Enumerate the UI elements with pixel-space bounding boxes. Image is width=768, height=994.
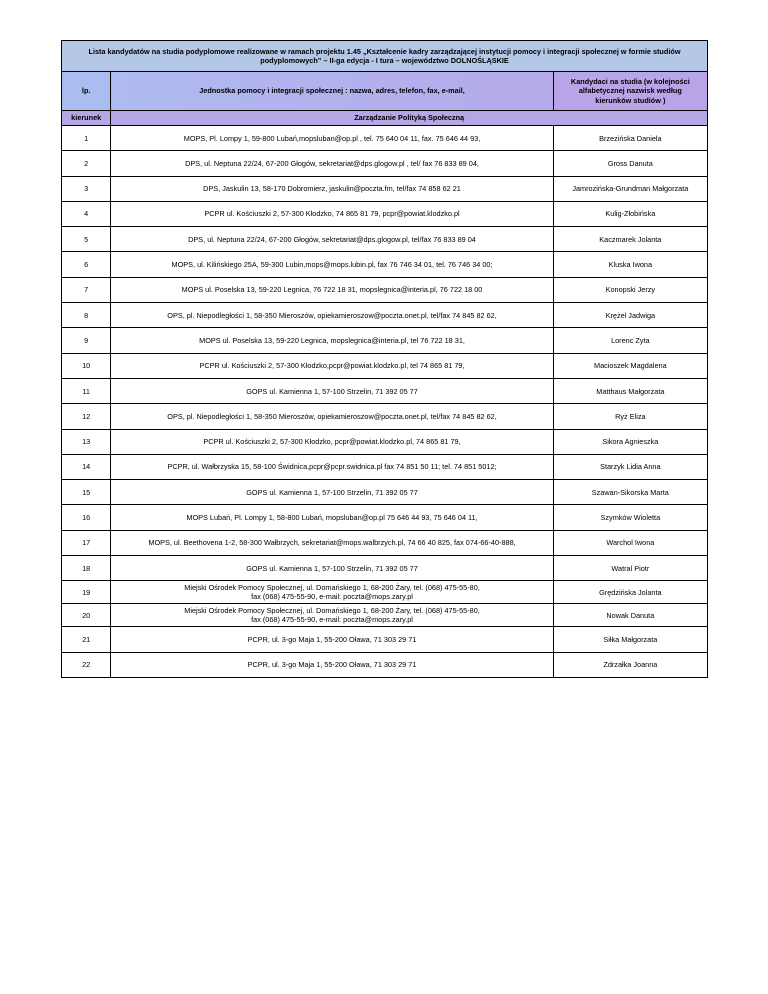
candidate-name: Macioszek Magdalena (553, 353, 707, 378)
institution-details: PCPR, ul. Wałbrzyska 15, 58-100 Świdnica,pcpr@pcpr.swidnica.pl fax 74 851 50 11; tel. 74 851 5012; (111, 454, 553, 479)
candidates-table (61, 40, 708, 678)
institution-details-line1: Miejski Ośrodek Pomocy Społecznej, ul. Domańskiego 1, 68-200 Żary, tel. (068) 475-55-80, (184, 606, 480, 616)
table-row (62, 505, 708, 530)
institution-details: OPS, pl. Niepodległości 1, 58-350 Mieroszów, opiekamieroszow@poczta.onet.pl, tel/fax 74 845 82 62, (111, 404, 553, 429)
candidate-name: Sikora Agnieszka (553, 429, 707, 454)
table-row (62, 581, 708, 604)
row-number: 16 (62, 505, 111, 530)
candidate-name: Szawan-Sikorska Marta (553, 480, 707, 505)
candidate-name: Krężel Jadwiga (553, 303, 707, 328)
candidate-name: Jamrozińska-Grundman Małgorzata (553, 176, 707, 201)
table-row (62, 604, 708, 627)
institution-details: GOPS ul. Kamienna 1, 57-100 Strzelin, 71 392 05 77 (111, 378, 553, 403)
candidate-name: Kaczmarek Jolanta (553, 227, 707, 252)
row-number: 9 (62, 328, 111, 353)
candidate-name: Starzyk Lidia Anna (553, 454, 707, 479)
institution-details: DPS, Jaskulin 13, 58-170 Dobromierz, jaskulin@poczta.fm, tel/fax 74 858 62 21 (111, 176, 553, 201)
institution-details-line2: fax (068) 475-55-90, e-mail: poczta@mops.zary.pl (251, 615, 413, 625)
candidates-sheet (61, 40, 708, 678)
candidate-name: Grędzińska Jolanta (553, 581, 707, 604)
row-number: 4 (62, 201, 111, 226)
table-row (62, 480, 708, 505)
title-row (62, 41, 708, 72)
candidate-name: Kluska Iwona (553, 252, 707, 277)
row-number: 14 (62, 454, 111, 479)
candidate-name: Watral Piotr (553, 556, 707, 581)
table-row (62, 126, 708, 151)
table-row (62, 353, 708, 378)
header-candidates: Kandydaci na studia (w kolejności alfabetycznej nazwisk według kierunków studiów ) (553, 72, 707, 111)
institution-details: DPS, ul. Neptuna 22/24, 67-200 Głogów, sekretariat@dps.glogow.pl, tel/fax 76 833 89 04 (111, 227, 553, 252)
kierunek-name: Zarządzanie Polityką Społeczną (111, 111, 708, 126)
institution-details-line2: fax (068) 475-55-90, e-mail: poczta@mops.zary.pl (251, 592, 413, 602)
row-number: 7 (62, 277, 111, 302)
candidate-name: Ryż Eliza (553, 404, 707, 429)
table-row (62, 530, 708, 555)
table-row (62, 404, 708, 429)
row-number: 12 (62, 404, 111, 429)
row-number: 10 (62, 353, 111, 378)
institution-details: MOPS Lubań, Pl. Lompy 1, 58-800 Lubań, mopsluban@op.pl 75 646 44 93, 75 646 04 11, (111, 505, 553, 530)
institution-details: PCPR ul. Kościuszki 2, 57-300 Kłodzko,pcpr@powiat.klodzko.pl, tel 74 865 81 79, (111, 353, 553, 378)
row-number: 15 (62, 480, 111, 505)
row-number: 2 (62, 151, 111, 176)
candidate-name: Matthaus Małgorzata (553, 378, 707, 403)
table-row (62, 303, 708, 328)
row-number: 18 (62, 556, 111, 581)
row-number: 6 (62, 252, 111, 277)
candidate-name: Siłka Małgorzata (553, 627, 707, 652)
table-row (62, 378, 708, 403)
row-number: 1 (62, 126, 111, 151)
row-number: 21 (62, 627, 111, 652)
row-number: 22 (62, 652, 111, 677)
document-title: Lista kandydatów na studia podyplomowe realizowane w ramach projektu 1.45 „Kształcenie kadry zarządzającej instytucji pomocy i integracji społecznej w formie studiów podyplomowych” – II-ga edycja - I tura – województwo DOLNOŚLĄSKIE (62, 41, 708, 72)
table-row (62, 328, 708, 353)
table-row (62, 277, 708, 302)
row-number: 13 (62, 429, 111, 454)
institution-details: MOPS ul. Poselska 13, 59-220 Legnica, mopslegnica@interia.pl, tel 76 722 18 31, (111, 328, 553, 353)
header-unit: Jednostka pomocy i integracji społecznej : nazwa, adres, telefon, fax, e-mail, (111, 72, 553, 111)
candidate-name: Szymków Wioletta (553, 505, 707, 530)
table-row (62, 227, 708, 252)
candidate-name: Konopski Jerzy (553, 277, 707, 302)
institution-details: PCPR, ul. 3-go Maja 1, 55-200 Oława, 71 303 29 71 (111, 652, 553, 677)
candidate-name: Gross Danuta (553, 151, 707, 176)
header-row (62, 72, 708, 111)
candidate-name: Brzezińska Daniela (553, 126, 707, 151)
candidate-name: Nowak Danuta (553, 604, 707, 627)
institution-details: GOPS ul. Kamienna 1, 57-100 Strzelin, 71 392 05 77 (111, 480, 553, 505)
table-row (62, 252, 708, 277)
row-number: 20 (62, 604, 111, 627)
table-row (62, 176, 708, 201)
kierunek-row (62, 111, 708, 126)
row-number: 17 (62, 530, 111, 555)
candidate-name: Lorenc Zyta (553, 328, 707, 353)
institution-details: OPS, pl. Niepodległości 1, 58-350 Mieroszów, opiekamieroszow@poczta.onet.pl, tel/fax 74 845 82 62, (111, 303, 553, 328)
institution-details: MOPS, ul. Kilińskiego 25A, 59-300 Lubin,mops@mops.lubin.pl, fax 76 746 34 01, tel. 76 746 34 00; (111, 252, 553, 277)
candidate-name: Warchol Iwona (553, 530, 707, 555)
candidate-name: Kulig-Złobińska (553, 201, 707, 226)
candidate-name: Zdrzałka Joanna (553, 652, 707, 677)
table-row (62, 429, 708, 454)
institution-details: PCPR ul. Kościuszki 2, 57-300 Kłodzko, 74 865 81 79, pcpr@powiat.klodzko.pl (111, 201, 553, 226)
table-row (62, 627, 708, 652)
table-row (62, 652, 708, 677)
institution-details (111, 581, 553, 604)
institution-details: MOPS, ul. Beethovena 1-2, 58-300 Wałbrzych, sekretariat@mops.walbrzych.pl, 74 66 40 825, fax 074-66-40-888, (111, 530, 553, 555)
table-row (62, 556, 708, 581)
institution-details: MOPS ul. Poselska 13, 59-220 Legnica, 76 722 18 31, mopslegnica@interia.pl, 76 722 18 00 (111, 277, 553, 302)
institution-details (111, 604, 553, 627)
header-lp: lp. (62, 72, 111, 111)
table-row (62, 454, 708, 479)
row-number: 11 (62, 378, 111, 403)
institution-details-line1: Miejski Ośrodek Pomocy Społecznej, ul. Domańskiego 1, 68-200 Żary, tel. (068) 475-55-80, (184, 583, 480, 593)
table-row (62, 151, 708, 176)
institution-details: DPS, ul. Neptuna 22/24, 67-200 Głogów, sekretariat@dps.glogow.pl , tel/ fax 76 833 89 04, (111, 151, 553, 176)
row-number: 5 (62, 227, 111, 252)
kierunek-label: kierunek (62, 111, 111, 126)
institution-details: MOPS, Pl. Lompy 1, 59-800 Lubań,mopsluban@op.pl , tel. 75 640 04 11, fax. 75 646 44 93, (111, 126, 553, 151)
table-row (62, 201, 708, 226)
institution-details: PCPR ul. Kościuszki 2, 57-300 Kłodzko, pcpr@powiat.klodzko.pl, 74 865 81 79, (111, 429, 553, 454)
row-number: 3 (62, 176, 111, 201)
institution-details: GOPS ul. Kamienna 1, 57-100 Strzelin, 71 392 05 77 (111, 556, 553, 581)
row-number: 19 (62, 581, 111, 604)
row-number: 8 (62, 303, 111, 328)
institution-details: PCPR, ul. 3-go Maja 1, 55-200 Oława, 71 303 29 71 (111, 627, 553, 652)
